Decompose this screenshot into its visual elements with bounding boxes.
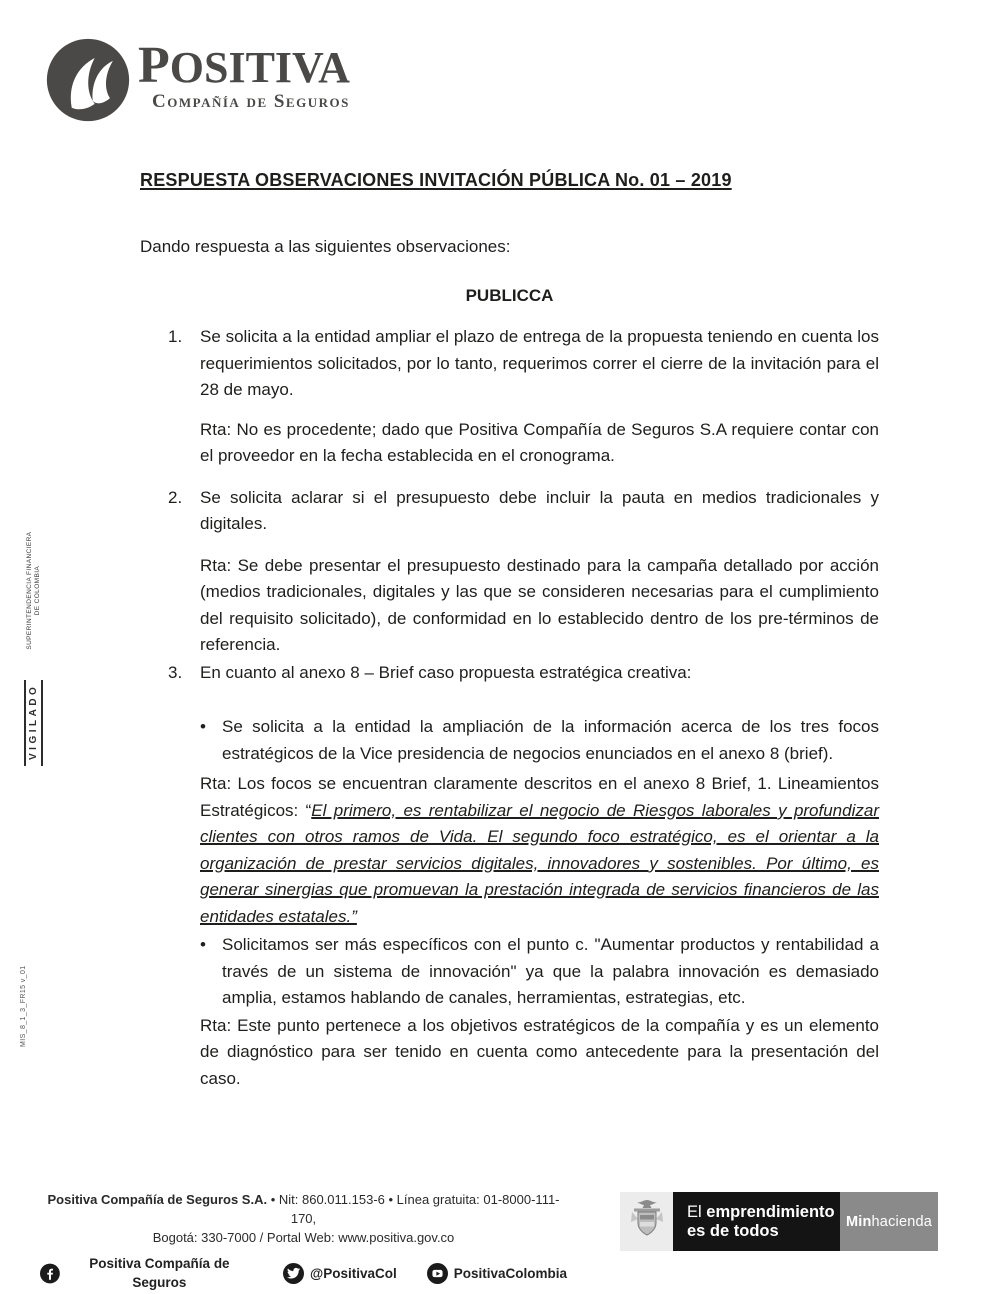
ministry-bold: Min — [845, 1213, 872, 1230]
vigilado-label: VIGILADO — [24, 680, 43, 766]
minhacienda-logo — [840, 1192, 938, 1251]
footer-line1-rest: • Nit: 860.011.153-6 • Línea gratuita: 01-8000-111-170, — [267, 1192, 560, 1226]
bullet-marker: • — [200, 717, 206, 736]
logo-name-rest: OSITIVA — [169, 43, 350, 92]
bullet-answer-1 — [200, 771, 879, 930]
positiva-circle-icon — [44, 36, 132, 124]
answer-text-2: Rta: Se debe presentar el presupuesto destinado para la campaña detallado por acción (medios tradicionales, digitales y las que se consideren necesarias para el cumplimiento del requisito solicitado), de conformidad en lo establecido dentro de los pre-términos de referencia. — [200, 555, 879, 654]
footer-company-name: Positiva Compañía de Seguros S.A. — [47, 1192, 268, 1207]
coat-of-arms-icon — [627, 1199, 667, 1245]
logo-name — [138, 37, 350, 94]
logo-wordmark — [138, 36, 350, 112]
question-item-1 — [140, 324, 879, 404]
logo-subtitle: Compañía de Seguros — [152, 91, 350, 112]
item-number-3: 3. — [168, 662, 183, 682]
gov-tagline-line2: es de todos — [687, 1221, 779, 1240]
youtube-icon — [427, 1263, 448, 1284]
superintendencia-line2: DE COLOMBIA — [33, 565, 41, 616]
item-number-1: 1. — [168, 327, 183, 346]
twitter-label: @PositivaCol — [310, 1265, 397, 1281]
question-text-2: Se solicita aclarar si el presupuesto debe incluir la pauta en medios tradicionales y digitales. — [200, 487, 879, 533]
facebook-label: Positiva Compañía de Seguros — [89, 1256, 230, 1290]
answer-text-1: Rta: No es procedente; dado que Positiva Compañía de Seguros S.A requiere contar con el proveedor en la fecha establecida en el cronograma. — [200, 419, 879, 465]
vigilado-stamp — [24, 532, 43, 766]
government-banner — [620, 1192, 938, 1251]
bullet-marker: • — [200, 935, 206, 954]
facebook-icon — [40, 1263, 60, 1284]
question-item-3 — [140, 660, 879, 687]
question-text-3: En cuanto al anexo 8 – Brief caso propuesta estratégica creativa: — [200, 662, 692, 682]
social-links-row — [40, 1254, 567, 1292]
gov-tagline — [673, 1192, 840, 1251]
footer-line-2: Bogotá: 330-7000 / Portal Web: www.positiva.gov.co — [152, 1230, 455, 1245]
facebook-link — [40, 1254, 253, 1292]
footer-line-1 — [40, 1190, 567, 1228]
bullet-answer-1-prefix: Rta: Los focos se encuentran claramente descritos en el anexo 8 Brief, 1. Lineamientos Estratégicos: “ — [200, 774, 879, 820]
youtube-link — [427, 1263, 567, 1284]
footer-contact-info — [40, 1190, 567, 1292]
document-body — [140, 168, 879, 1092]
section-heading: PUBLICCA — [465, 285, 554, 305]
document-title: RESPUESTA OBSERVACIONES INVITACIÓN PÚBLICA No. 01 – 2019 — [140, 170, 732, 190]
bullet-answer-2: Rta: Este punto pertenece a los objetivos estratégicos de la compañía y es un elemento de diagnóstico para ser tenido en cuenta como antecedente para la presentación del caso. — [200, 1015, 879, 1088]
logo-name-initial: P — [138, 37, 170, 94]
superintendencia-label — [26, 532, 42, 650]
bullet-item-2 — [140, 932, 879, 1012]
twitter-link — [283, 1263, 397, 1284]
tagline-el: El — [687, 1202, 702, 1221]
bullet-answer-1-quote: El primero, es rentabilizar el negocio de Riesgos laborales y profundizar clientes con otros ramos de Vida. El segundo foco estratégico, es el orientar a la organización de prestar servicios digitales, innovadores y sostenibles. Por último, es generar sinergias que promuevan la prestación integrada de servicios financieros de las entidades estatales.” — [200, 800, 879, 926]
colombia-coat-of-arms — [620, 1192, 673, 1251]
bullet-question-2: Solicitamos ser más específicos con el punto c. "Aumentar productos y rentabilidad a través de un sistema de innovación" ya que la palabra innovación es demasiado amplia, estamos hablando de canales, herramientas, estrategias, etc. — [222, 935, 879, 1007]
gov-tagline-line1 — [687, 1203, 840, 1222]
superintendencia-line1: SUPERINTENDENCIA FINANCIERA — [25, 531, 33, 650]
document-code: MIS_8_1_3_FR15 v_01 — [20, 965, 27, 1047]
bullet-item-1 — [140, 714, 879, 767]
question-text-1: Se solicita a la entidad ampliar el plazo de entrega de la propuesta teniendo en cuenta los requerimientos solicitados, por lo tanto, requerimos correr el cierre de la invitación para el 28 de mayo. — [200, 327, 879, 399]
bullet-question-1: Se solicita a la entidad la ampliación de la información acerca de los tres focos estratégicos de la Vice presidencia de negocios enunciados en el anexo 8 (brief). — [222, 717, 879, 763]
twitter-icon — [283, 1263, 304, 1284]
question-item-2 — [140, 485, 879, 538]
tagline-emprendimiento: emprendimiento — [706, 1202, 835, 1221]
youtube-label: PositivaColombia — [453, 1265, 567, 1281]
intro-text: Dando respuesta a las siguientes observaciones: — [140, 237, 511, 256]
company-logo — [44, 36, 350, 124]
item-number-2: 2. — [168, 487, 183, 507]
ministry-rest: hacienda — [871, 1213, 933, 1230]
